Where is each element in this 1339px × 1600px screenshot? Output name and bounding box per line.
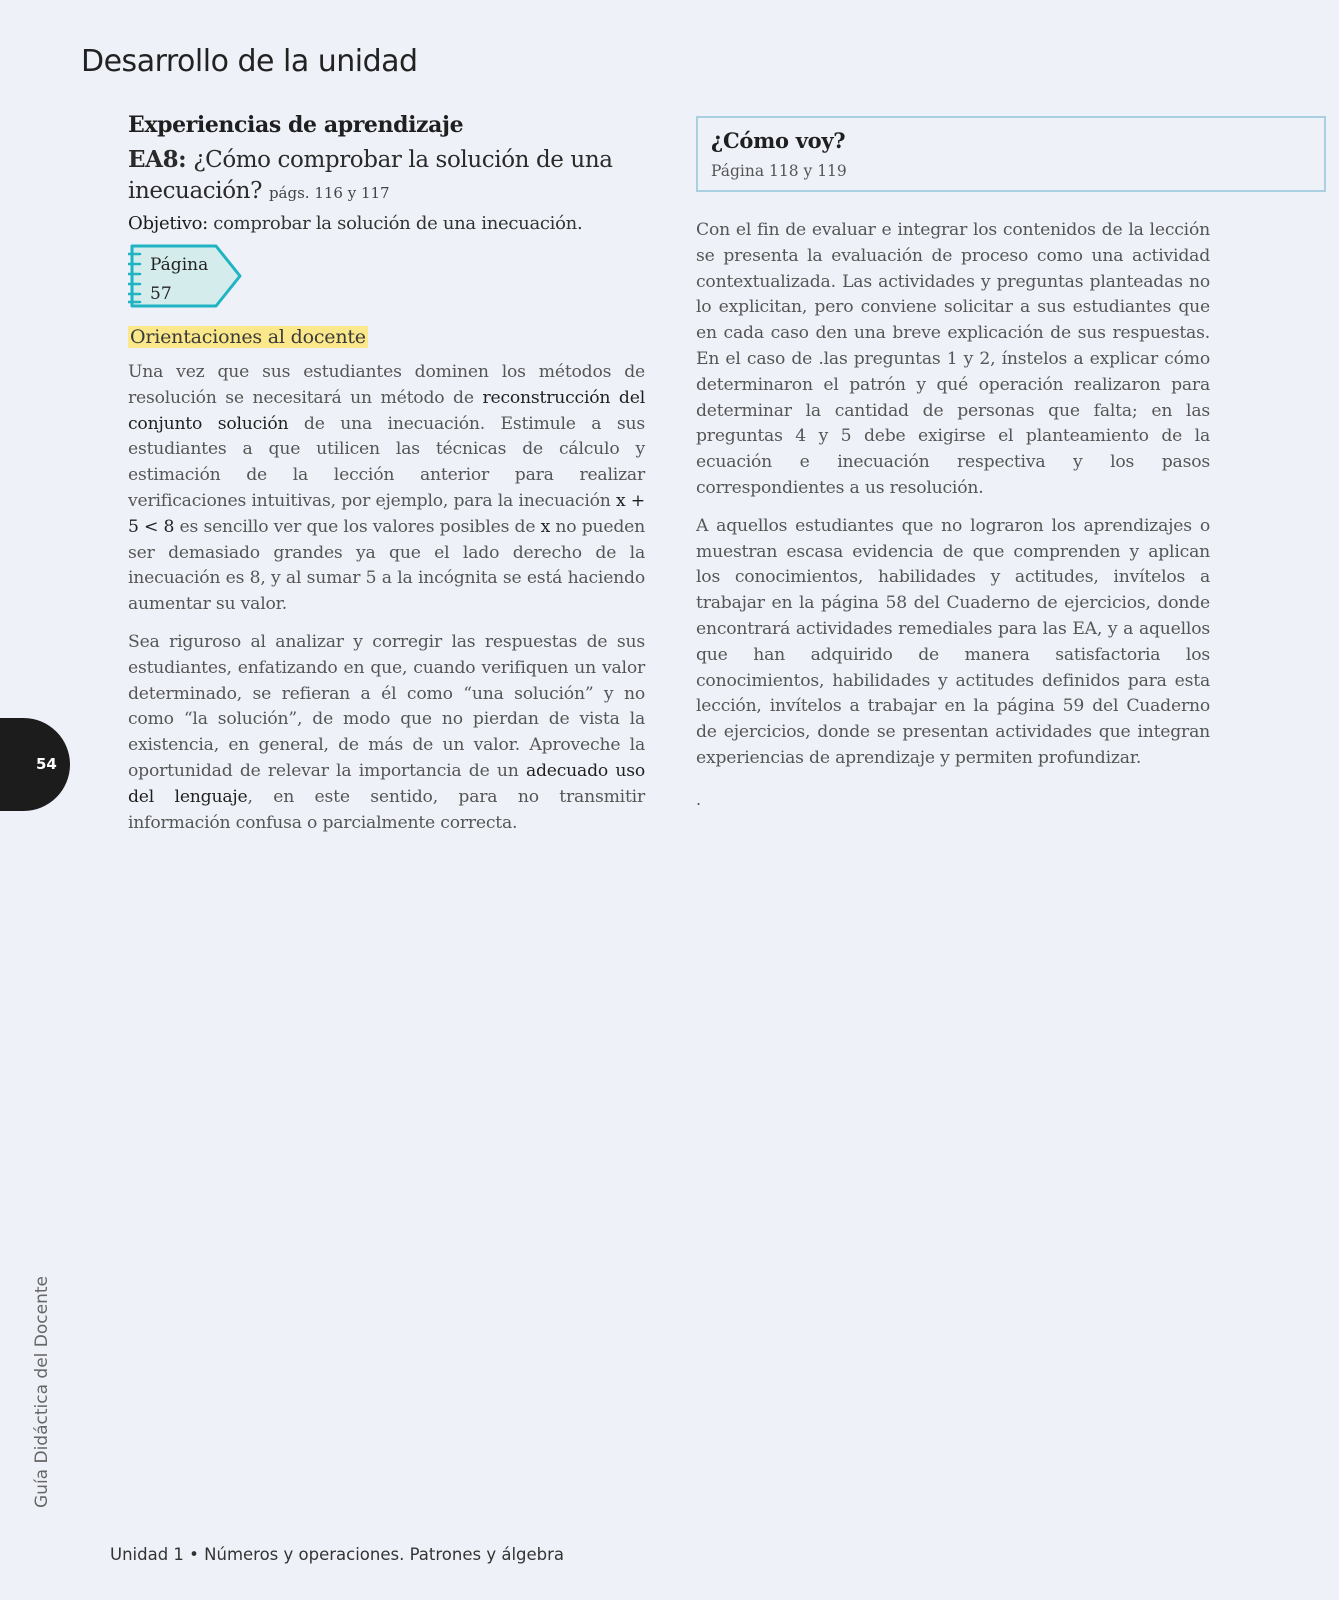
evaluation-paragraph-2: A aquellos estudiantes que no lograron los aprendizajes o muestran escasa evidencia de que comprenden y aplican los conocimientos, habilidades y actitudes, invítelos a trabajar en la página 58 del Cuaderno de ejercicios, donde encontrará actividades remediales para las EA, y a aquellos que han adquirido de manera satisfactoria los conocimientos, habilidades y actitudes definidos para esta lección, invítelos a trabajar en la página 59 del Cuaderno de ejercicios, donde se presentan actividades que integran experiencias de aprendizaje y permiten profundizar. — [696, 515, 1210, 768]
orientation-heading: Orientaciones al docente — [130, 326, 366, 348]
ea-code: EA8: — [128, 146, 187, 173]
page-tag-text — [150, 251, 208, 309]
emphasis-text: reconstrucción del conjunto solución — [128, 387, 645, 434]
page-number: 54 — [36, 755, 57, 773]
right-column — [696, 116, 1339, 809]
ea-pages: págs. 116 y 117 — [268, 184, 390, 202]
text-run: no pueden ser demasiado grandes ya que el lado derecho de la inecuación es 8, y al sumar 5 a la incógnita se está haciendo aumentar su valor. — [128, 516, 645, 615]
inequation-expression: x + 5 < 8 — [128, 490, 645, 537]
section-kicker: Experiencias de aprendizaje — [128, 112, 464, 138]
text-run: Sea riguroso al analizar y corregir las respuestas de sus estudiantes, enfatizando en que, cuando verifiquen un valor determinado, se refieran a él como “una solución” y no como “la solución”, de modo que no pierdan de vista la existencia, en general, de más de un valor. Aproveche la oportunidad de relevar la importancia de un — [128, 631, 645, 781]
box-subtitle: Página 118 y 119 — [711, 162, 847, 180]
emphasis-text: adecuado uso del lenguaje — [128, 760, 646, 807]
ea-title — [128, 144, 645, 209]
left-column — [128, 112, 645, 836]
ea-title-text: ¿Cómo comprobar la solución de una inecuación? — [128, 147, 613, 204]
page-reference-tag — [128, 244, 248, 308]
text-run: , en este sentido, para no transmitir información confusa o parcialmente correcta. — [128, 786, 645, 833]
side-label: Guía Didáctica del Docente — [32, 1276, 52, 1508]
box-title: ¿Cómo voy? — [711, 128, 846, 153]
objective-label: Objetivo: — [128, 213, 208, 234]
objective-text: comprobar la solución de una inecuación. — [207, 213, 583, 234]
text-run: Una vez que sus estudiantes dominen los métodos de resolución se necesitará un método de — [128, 362, 645, 408]
how-am-i-box — [696, 116, 1326, 192]
page-tag-number: 57 — [150, 284, 172, 304]
footer-unit: Unidad 1 • Números y operaciones. Patrones y álgebra — [110, 1545, 565, 1564]
text-run: es sencillo ver que los valores posibles de — [174, 516, 541, 537]
stray-dot: . — [696, 789, 702, 809]
page-title: Desarrollo de la unidad — [81, 44, 418, 79]
page-tag-label: Página — [150, 255, 209, 275]
orientation-paragraph-1 — [128, 360, 645, 618]
variable-x: x — [540, 516, 551, 537]
evaluation-paragraph-1: Con el fin de evaluar e integrar los contenidos de la lección se presenta la evaluación de proceso como una actividad contextualizada. Las actividades y preguntas planteadas no lo explicitan, pero conviene solicitar a sus estudiantes que en cada caso den una breve explicación de sus respuestas. En el caso de .las preguntas 1 y 2, ínstelos a explicar cómo determinaron el patrón y qué operación realizaron para determinar la cantidad de personas que falta; en las preguntas 4 y 5 debe exigirse el planteamiento de la ecuación e inecuación respectiva y los pasos correspondientes a us resolución. — [696, 220, 1210, 498]
text-run: de una inecuación. Estimule a sus estudiantes a que utilicen las técnicas de cálculo y estimación de la lección anterior para realizar verificaciones intuitivas, por ejemplo, para la inecuación — [128, 413, 645, 511]
orientation-paragraph-2 — [128, 630, 645, 836]
page-number-tab — [0, 718, 70, 811]
objective — [128, 213, 645, 234]
